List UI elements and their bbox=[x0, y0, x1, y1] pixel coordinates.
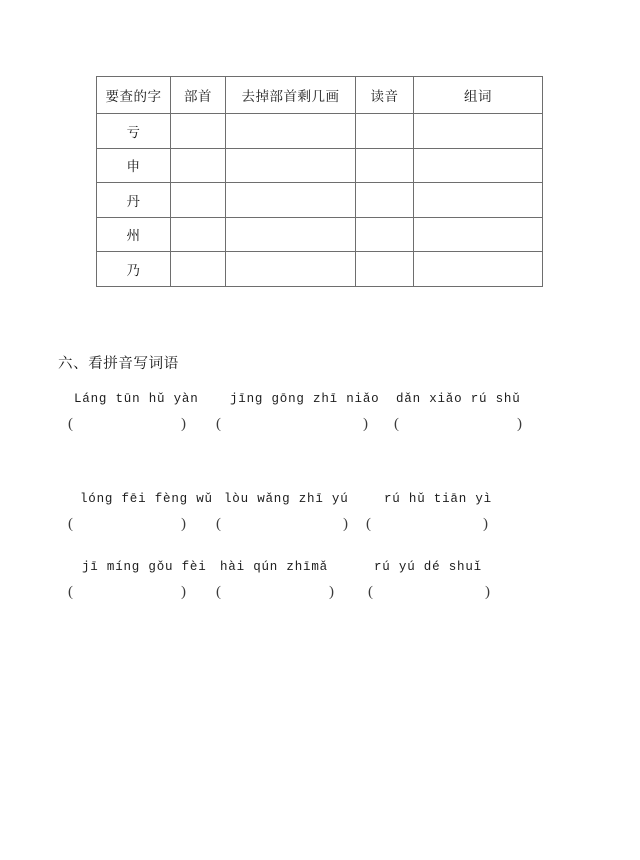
pinyin-prompt: lóng fēi fèng wǔ bbox=[80, 492, 213, 506]
table-header bbox=[97, 77, 543, 114]
answer-bracket-row bbox=[0, 416, 640, 442]
answer-blank[interactable] bbox=[216, 416, 368, 433]
paren-close: ) bbox=[343, 516, 348, 532]
pinyin-prompt: jīng gōng zhī niǎo bbox=[230, 392, 380, 406]
paren-close: ) bbox=[363, 416, 368, 432]
column-header-remaining-strokes: 去掉部首剩几画 bbox=[226, 77, 356, 114]
paren-open: ( bbox=[216, 516, 221, 532]
table-row bbox=[97, 217, 543, 252]
table-header-row bbox=[97, 77, 543, 114]
pinyin-prompt: lòu wǎng zhī yú bbox=[224, 492, 349, 506]
cell-radical[interactable] bbox=[171, 114, 226, 149]
pinyin-prompt: jī míng gǒu fèi bbox=[82, 560, 207, 574]
paren-open: ( bbox=[68, 584, 73, 600]
paren-close: ) bbox=[329, 584, 334, 600]
table-row bbox=[97, 148, 543, 183]
answer-blank[interactable] bbox=[394, 416, 522, 433]
cell-remaining-strokes[interactable] bbox=[226, 114, 356, 149]
paren-close: ) bbox=[181, 584, 186, 600]
cell-radical[interactable] bbox=[171, 217, 226, 252]
paren-close: ) bbox=[483, 516, 488, 532]
answer-blank[interactable] bbox=[68, 516, 186, 533]
cell-character: 州 bbox=[97, 217, 171, 252]
answer-blank[interactable] bbox=[68, 584, 186, 601]
paren-open: ( bbox=[368, 584, 373, 600]
pinyin-prompt: hài qún zhīmǎ bbox=[220, 560, 328, 574]
answer-blank[interactable] bbox=[366, 516, 488, 533]
pinyin-prompt: dǎn xiǎo rú shǔ bbox=[396, 392, 521, 406]
column-header-word-formation: 组词 bbox=[414, 77, 543, 114]
cell-character: 亏 bbox=[97, 114, 171, 149]
pinyin-exercise-group bbox=[0, 560, 640, 610]
pinyin-prompt: Láng tūn hǔ yàn bbox=[74, 392, 199, 406]
cell-word-formation[interactable] bbox=[414, 252, 543, 287]
paren-open: ( bbox=[394, 416, 399, 432]
paren-close: ) bbox=[517, 416, 522, 432]
table-row bbox=[97, 252, 543, 287]
paren-close: ) bbox=[181, 516, 186, 532]
cell-radical[interactable] bbox=[171, 148, 226, 183]
answer-blank[interactable] bbox=[368, 584, 490, 601]
cell-remaining-strokes[interactable] bbox=[226, 252, 356, 287]
answer-bracket-row bbox=[0, 516, 640, 542]
answer-blank[interactable] bbox=[216, 516, 348, 533]
column-header-pronunciation: 读音 bbox=[356, 77, 414, 114]
answer-bracket-row bbox=[0, 584, 640, 610]
table-row bbox=[97, 183, 543, 218]
cell-character: 丹 bbox=[97, 183, 171, 218]
cell-word-formation[interactable] bbox=[414, 114, 543, 149]
paren-close: ) bbox=[181, 416, 186, 432]
dictionary-lookup-table-container bbox=[96, 76, 542, 287]
paren-open: ( bbox=[216, 584, 221, 600]
paren-open: ( bbox=[366, 516, 371, 532]
paren-open: ( bbox=[216, 416, 221, 432]
cell-word-formation[interactable] bbox=[414, 217, 543, 252]
column-header-character: 要查的字 bbox=[97, 77, 171, 114]
pinyin-prompt-row bbox=[0, 560, 640, 584]
cell-character: 申 bbox=[97, 148, 171, 183]
cell-pronunciation[interactable] bbox=[356, 183, 414, 218]
cell-remaining-strokes[interactable] bbox=[226, 148, 356, 183]
paren-open: ( bbox=[68, 416, 73, 432]
cell-remaining-strokes[interactable] bbox=[226, 183, 356, 218]
cell-word-formation[interactable] bbox=[414, 183, 543, 218]
answer-blank[interactable] bbox=[216, 584, 334, 601]
pinyin-exercise-group bbox=[0, 392, 640, 442]
paren-open: ( bbox=[68, 516, 73, 532]
paren-close: ) bbox=[485, 584, 490, 600]
cell-radical[interactable] bbox=[171, 183, 226, 218]
cell-character: 乃 bbox=[97, 252, 171, 287]
column-header-radical: 部首 bbox=[171, 77, 226, 114]
pinyin-exercise-group bbox=[0, 492, 640, 542]
pinyin-prompt-row bbox=[0, 392, 640, 416]
table-row bbox=[97, 114, 543, 149]
dictionary-lookup-table bbox=[96, 76, 543, 287]
answer-blank[interactable] bbox=[68, 416, 186, 433]
cell-pronunciation[interactable] bbox=[356, 148, 414, 183]
pinyin-prompt-row bbox=[0, 492, 640, 516]
pinyin-prompt: rú hǔ tiān yì bbox=[384, 492, 492, 506]
cell-pronunciation[interactable] bbox=[356, 217, 414, 252]
pinyin-prompt: rú yú dé shuǐ bbox=[374, 560, 482, 574]
table-body bbox=[97, 114, 543, 287]
cell-radical[interactable] bbox=[171, 252, 226, 287]
cell-remaining-strokes[interactable] bbox=[226, 217, 356, 252]
cell-pronunciation[interactable] bbox=[356, 252, 414, 287]
cell-word-formation[interactable] bbox=[414, 148, 543, 183]
section-heading-pinyin-writing: 六、看拼音写词语 bbox=[58, 356, 179, 372]
cell-pronunciation[interactable] bbox=[356, 114, 414, 149]
